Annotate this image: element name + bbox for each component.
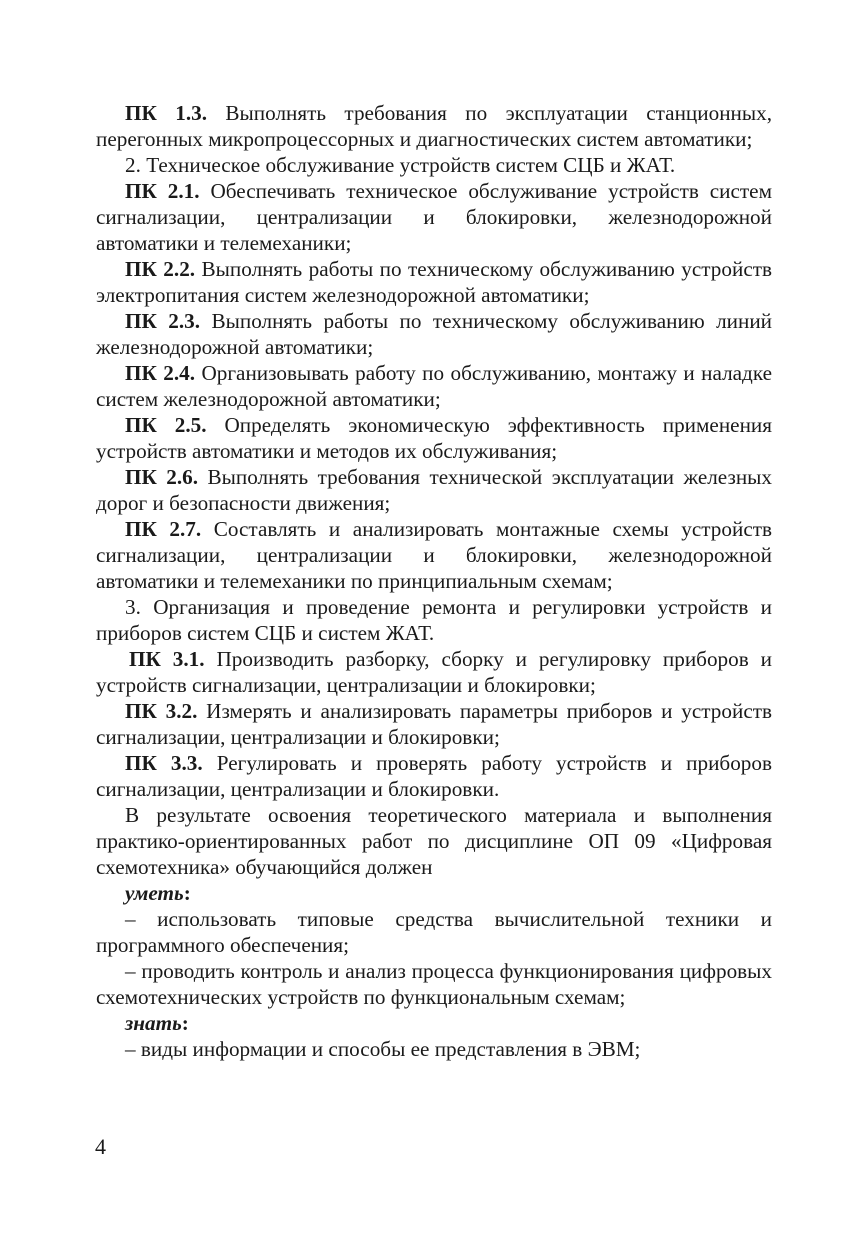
paragraph-pk-3-2 — [96, 698, 772, 750]
competency-code: ПК 2.5. — [125, 413, 207, 437]
page-number: 4 — [95, 1134, 106, 1159]
competency-code: ПК 3.1. — [129, 647, 205, 671]
competency-code: ПК 2.6. — [125, 465, 199, 489]
skills-item-text: – проводить контроль и анализ процесса функционирования цифровых схемотехнических устройств по функциональным схемам; — [96, 959, 772, 1009]
section-heading-3 — [96, 594, 772, 646]
paragraph-pk-3-3 — [96, 750, 772, 802]
intro-text: В результате освоения теоретического материала и выполнения практико-ориентированных работ по дисциплине ОП 09 «Цифровая схемотехника» обучающийся должен — [96, 803, 772, 879]
competency-code: ПК 3.3. — [125, 751, 203, 775]
competency-text: Выполнять работы по техническому обслуживанию устройств электропитания систем железнодорожной автоматики; — [96, 257, 772, 307]
competency-text: Обеспечивать техническое обслуживание устройств систем сигнализации, централизации и блокировки, железнодорожной автоматики и телемеханики; — [96, 179, 772, 255]
skills-heading — [96, 880, 772, 906]
knowledge-label: знать — [125, 1011, 182, 1035]
skills-item — [96, 958, 772, 1010]
competency-text: Выполнять требования по эксплуатации станционных, перегонных микропроцессорных и диагностических систем автоматики; — [96, 101, 773, 151]
competency-code: ПК 2.1. — [125, 179, 200, 203]
section-heading-2 — [96, 152, 772, 178]
skills-label: уметь — [125, 881, 184, 905]
competency-code: ПК 3.2. — [125, 699, 198, 723]
paragraph-pk-2-4 — [96, 360, 772, 412]
paragraph-pk-2-5 — [96, 412, 772, 464]
competency-text: Определять экономическую эффективность применения устройств автоматики и методов их обслуживания; — [96, 413, 773, 463]
competency-text: Регулировать и проверять работу устройств и приборов сигнализации, централизации и блокировки. — [96, 751, 773, 801]
section-text: 3. Организация и проведение ремонта и регулировки устройств и приборов систем СЦБ и систем ЖАТ. — [96, 595, 772, 645]
paragraph-pk-2-2 — [96, 256, 772, 308]
competency-code: ПК 2.3. — [125, 309, 201, 333]
paragraph-pk-1-3 — [96, 100, 772, 152]
paragraph-pk-2-6 — [96, 464, 772, 516]
colon: : — [181, 1011, 189, 1035]
competency-code: ПК 1.3. — [125, 101, 208, 125]
paragraph-pk-2-1 — [96, 178, 772, 256]
paragraph-pk-3-1 — [96, 646, 772, 698]
colon: : — [183, 881, 191, 905]
paragraph-pk-2-7 — [96, 516, 772, 594]
paragraph-pk-2-3 — [96, 308, 772, 360]
paragraph-intro-results — [96, 802, 772, 880]
competency-code: ПК 2.4. — [125, 361, 196, 385]
competency-text: Производить разборку, сборку и регулировку приборов и устройств сигнализации, централизации и блокировки; — [96, 647, 773, 697]
knowledge-item-text: – виды информации и способы ее представления в ЭВМ; — [125, 1037, 641, 1061]
competency-text: Организовывать работу по обслуживанию, монтажу и наладке систем железнодорожной автоматики; — [96, 361, 773, 411]
skills-item — [96, 906, 772, 958]
competency-code: ПК 2.2. — [125, 257, 196, 281]
competency-text: Выполнять требования технической эксплуатации железных дорог и безопасности движения; — [96, 465, 772, 515]
knowledge-heading — [96, 1010, 772, 1036]
competency-code: ПК 2.7. — [125, 517, 202, 541]
competency-text: Выполнять работы по техническому обслуживанию линий железнодорожной автоматики; — [96, 309, 772, 359]
competency-text: Составлять и анализировать монтажные схемы устройств сигнализации, централизации и блокировки, железнодорожной автоматики и телемеханики по принципиальным схемам; — [96, 517, 772, 593]
knowledge-item — [96, 1036, 772, 1062]
section-text: 2. Техническое обслуживание устройств систем СЦБ и ЖАТ. — [125, 153, 676, 177]
page-content — [96, 100, 772, 1062]
skills-item-text: – использовать типовые средства вычислительной техники и программного обеспечения; — [96, 907, 772, 957]
competency-text: Измерять и анализировать параметры приборов и устройств сигнализации, централизации и блокировки; — [96, 699, 772, 749]
